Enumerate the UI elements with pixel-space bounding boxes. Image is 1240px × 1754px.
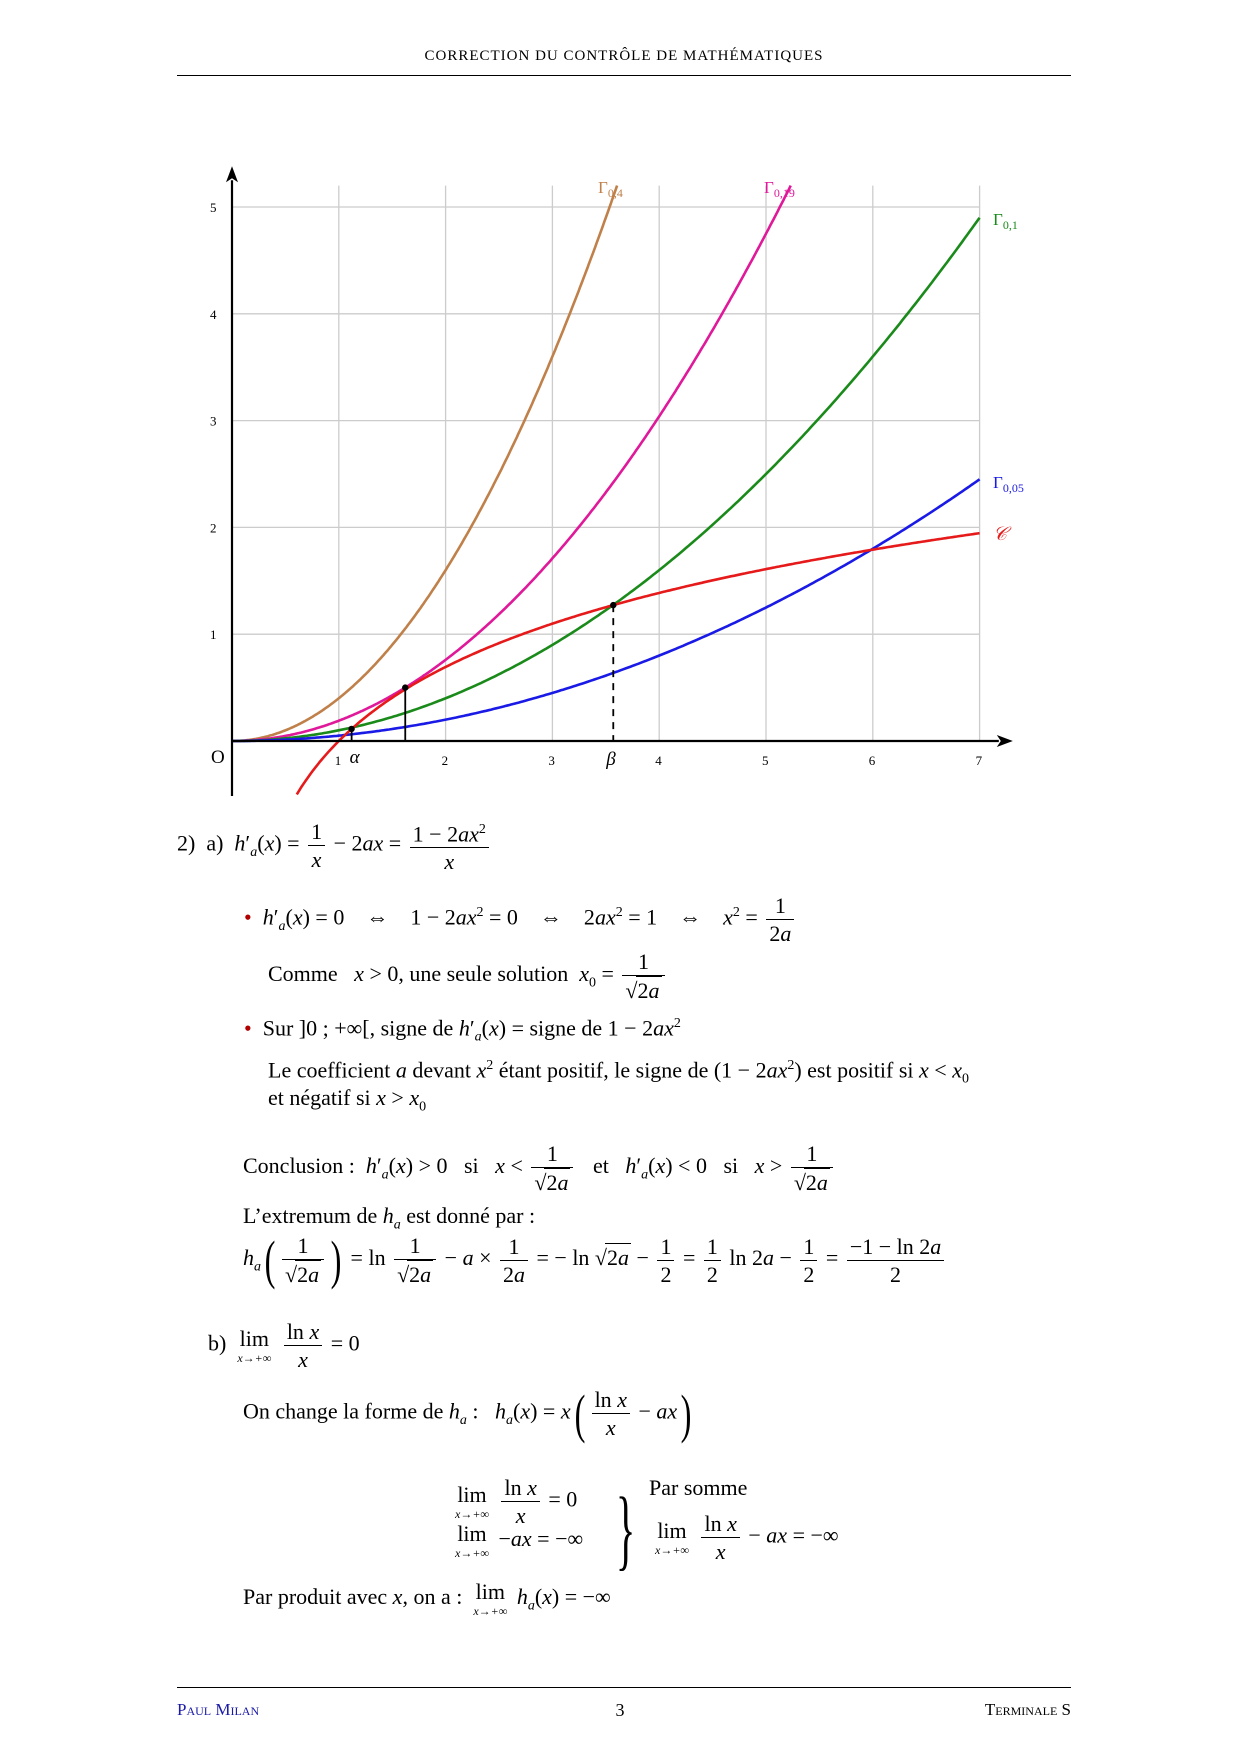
qa-label: a) [206,830,224,856]
intersection-point-1 [402,684,408,690]
q2a-derivative: 2) a) $h'_a(x)$ = $\frac{1}{x}$ − 2ax = $\frac{1 - 2ax^2}{x}$ [177,816,492,875]
function-graph [0,0,1240,810]
x-tick-label: 4 [655,753,662,768]
x-tick-label: 3 [548,753,555,768]
graph-curves [232,186,980,795]
q2-label: 2) [177,830,196,856]
change-form-line: On change la forme de $h_a$ : $h_a(x) = x$( $\frac{\text{ln x}}{x}$ − ax) [243,1383,692,1444]
qb-limit: b) lim x→+∞ $\frac{\text{ln x}}{x}$ = 0 [208,1319,360,1372]
intersection-point-0 [348,726,354,732]
coefficient-line: Le coefficient a devant $x^2$ étant positif, le signe de $(1 - 2ax^2)$ est positif si $x < x_0$ [268,1057,969,1087]
y-tick-label: 1 [210,627,217,643]
limit-minus-ax: lim x→+∞ −ax = −∞ [455,1521,584,1560]
footer-class: Terminale S [984,1700,1071,1719]
curve-label-2: $\Gamma_{0,1}$ [993,210,1018,232]
curve-2 [232,218,980,741]
graph-grid [232,186,980,741]
graph-axes [226,166,1013,796]
origin-label: O [211,747,225,768]
par-somme: Par somme [649,1475,748,1500]
right-brace: } [615,1480,636,1579]
limit-ln-x: lim x→+∞ $\frac{\text{ln x}}{x}$ = 0 [455,1475,578,1528]
unique-solution-line: Comme x > 0, une seule solution $x_0$ = $\frac{1}{√2a}$ [268,948,668,1004]
footer-rule [177,1687,1071,1688]
extremum-title: L’extremum de $h_a$ est donné par : [243,1203,536,1233]
product-conclusion: Par produit avec x, on a : lim x→+∞ $h_a(x)$ = −∞ [243,1579,611,1618]
curve-0 [232,186,617,741]
graph-labels [210,178,1024,770]
y-tick-label: 2 [210,520,217,536]
x-tick-label: 5 [762,753,769,768]
curve-label-1: $\Gamma_{0,19}$ [764,178,795,200]
intersection-point-2 [610,602,616,608]
bullet-icon: • [244,904,252,930]
y-tick-label: 4 [210,306,217,322]
footer-author: Paul Milan [177,1700,260,1719]
curve-label-0: $\Gamma_{0,4}$ [598,178,623,200]
limit-sum: lim x→+∞ $\frac{\text{ln x}}{x}$ − ax = −∞ [655,1511,839,1564]
coefficient-line-2: et négatif si $x > x_0$ [268,1085,427,1115]
graph-marks [348,602,616,741]
y-tick-label: 5 [210,200,217,215]
x-axis-arrow-icon [997,735,1013,747]
footer-page-number: 3 [615,1700,625,1720]
curve-1 [232,186,791,741]
bullet-sign: • Sur ]0 ; +∞[, signe de $h'_a(x)$ = signe de $1 - 2ax^2$ [244,1015,681,1045]
curve-label-4: 𝒞 [993,524,1007,545]
page-header-title: CORRECTION DU CONTRÔLE DE MATHÉMATIQUES [424,48,824,64]
bullet-icon: • [244,1015,252,1041]
y-axis-arrow-icon [226,166,238,182]
x-tick-label: 2 [441,753,449,768]
curve-label-3: $\Gamma_{0,05}$ [993,473,1024,495]
alpha-label: α [349,747,360,768]
bullet-derivative-zero: • $h'_a(x) = 0$ ⇔ $1 - 2ax^2 = 0$ ⇔ $2ax^2 = 1$ ⇔ $x^2$ = $\frac{1}{2a}$ [244,892,797,947]
qb-label: b) [208,1330,227,1356]
y-tick-label: 3 [210,413,217,429]
extremum-formula: $h_a$( $\frac{1}{√2a}$ ) = ln $\frac{1}{√2a}$ − a × $\frac{1}{2a}$ = − ln √2a − $\frac{1}{2}$ = $\frac{1}{2}$ ln 2a − $\frac{1}{2}$ = $\frac{-1 - \ln 2a}{2}$ [243,1232,947,1288]
x-tick-label: 6 [868,753,876,768]
conclusion-line: Conclusion : $h'_a(x) > 0$ si x < $\frac{1}{√2a}$ et $h'_a(x) < 0$ si x > $\frac{1}{√2a}$ [243,1140,836,1196]
x-tick-label: 1 [334,753,342,768]
beta-label: β [606,749,616,770]
x-tick-label: 7 [975,753,983,768]
